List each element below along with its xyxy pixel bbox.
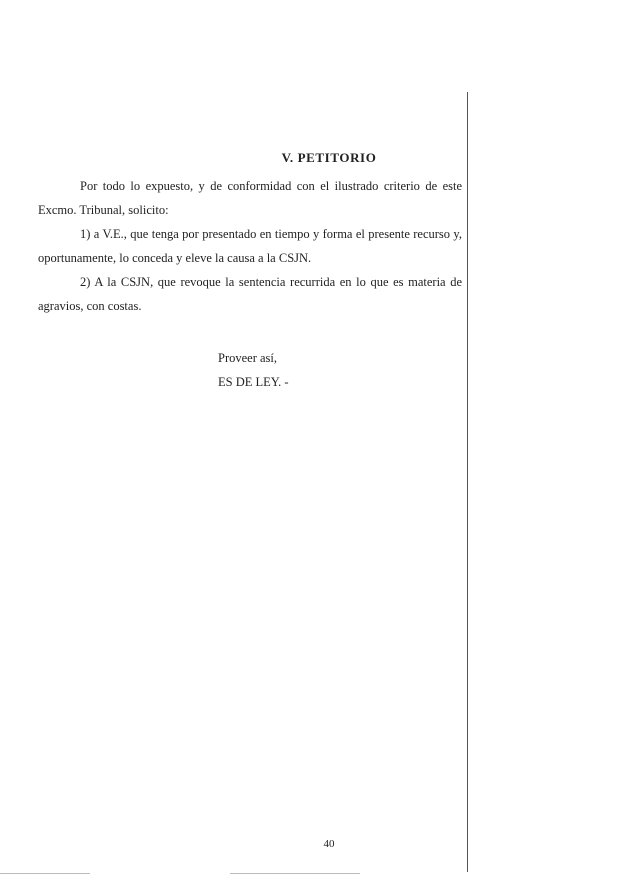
closing-block [218, 346, 289, 394]
document-body [38, 174, 462, 318]
closing-line-es-de-ley: ES DE LEY. - [218, 375, 289, 389]
paragraph-item-2: 2) A la CSJN, que revoque la sentencia recurrida en lo que es materia de agravios, con costas. [38, 275, 462, 313]
margin-line [467, 92, 468, 872]
bottom-rule-left [0, 873, 90, 874]
paragraph-intro: Por todo lo expuesto, y de conformidad con el ilustrado criterio de este Excmo. Tribunal, solicito: [38, 179, 462, 217]
page-number: 40 [323, 838, 335, 850]
section-heading: V. PETITORIO [281, 150, 377, 165]
paragraph-item-1: 1) a V.E., que tenga por presentado en tiempo y forma el presente recurso y, oportunamente, lo conceda y eleve la causa a la CSJN. [38, 227, 462, 265]
bottom-rule-middle [230, 873, 360, 874]
closing-line-proveer: Proveer así, [218, 351, 278, 365]
